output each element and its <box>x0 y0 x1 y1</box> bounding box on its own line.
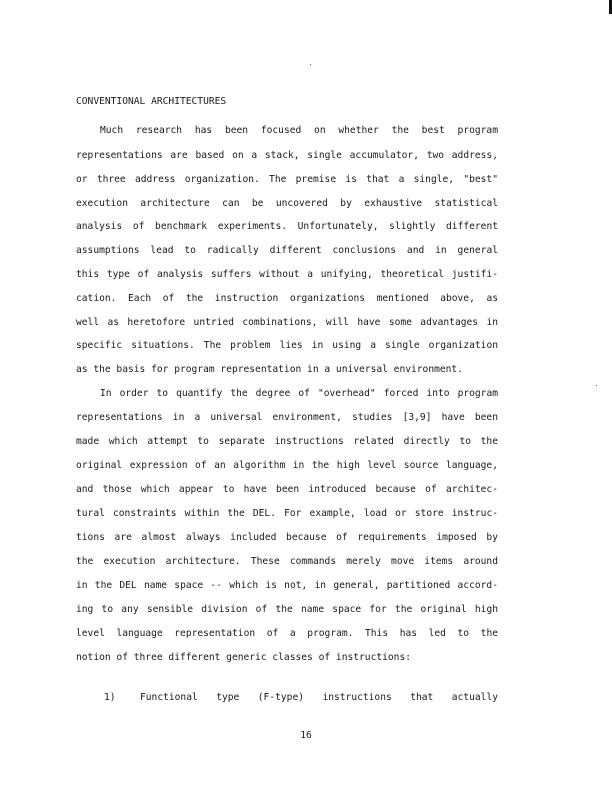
list-item <box>104 692 498 703</box>
body-line: cation. Each of the instruction organizations mentioned above, as <box>76 293 498 304</box>
body-line: and those which appear to have been introduced because of architec- <box>76 484 498 495</box>
body-line: analysis of benchmark experiments. Unfortunately, slightly different <box>76 221 498 232</box>
list-item-text: Functional type (F-type) instructions that actually <box>140 692 498 703</box>
body-line: as the basis for program representation in a universal environment. <box>76 364 463 375</box>
body-line: Much research has been focused on whether the best program <box>100 125 498 136</box>
page-number: 16 <box>300 730 312 741</box>
body-line: specific situations. The problem lies in using a single organization <box>76 340 498 351</box>
body-line: representations are based on a stack, single accumulator, two address, <box>76 150 498 161</box>
body-line: made which attempt to separate instructions related directly to the <box>76 436 498 447</box>
body-line: ing to any sensible division of the name space for the original high <box>76 604 498 615</box>
body-line: execution architecture can be uncovered by exhaustive statistical <box>76 198 498 209</box>
body-line: In order to quantify the degree of "overhead" forced into program <box>100 388 498 399</box>
scan-speck <box>310 64 311 65</box>
list-item-number: 1) <box>104 692 116 703</box>
body-line: original expression of an algorithm in the high level source language, <box>76 460 498 471</box>
body-line: or three address organization. The premise is that a single, "best" <box>76 174 498 185</box>
body-line: tions are almost always included because of requirements imposed by <box>76 532 498 543</box>
body-line: representations in a universal environment, studies [3,9] have been <box>76 412 498 423</box>
body-line: in the DEL name space -- which is not, in general, partitioned accord- <box>76 580 498 591</box>
body-line: notion of three different generic classes of instructions: <box>76 652 412 663</box>
body-line: this type of analysis suffers without a unifying, theoretical justifi- <box>76 269 498 280</box>
body-line: well as heretofore untried combinations, will have some advantages in <box>76 317 498 328</box>
body-line: assumptions lead to radically different conclusions and in general <box>76 245 498 256</box>
section-heading: CONVENTIONAL ARCHITECTURES <box>76 96 227 107</box>
body-line: the execution architecture. These commands merely move items around <box>76 556 498 567</box>
body-line: level language representation of a program. This has led to the <box>76 628 498 639</box>
scan-speck <box>596 385 597 386</box>
body-line: tural constraints within the DEL. For example, load or store instruc- <box>76 508 498 519</box>
